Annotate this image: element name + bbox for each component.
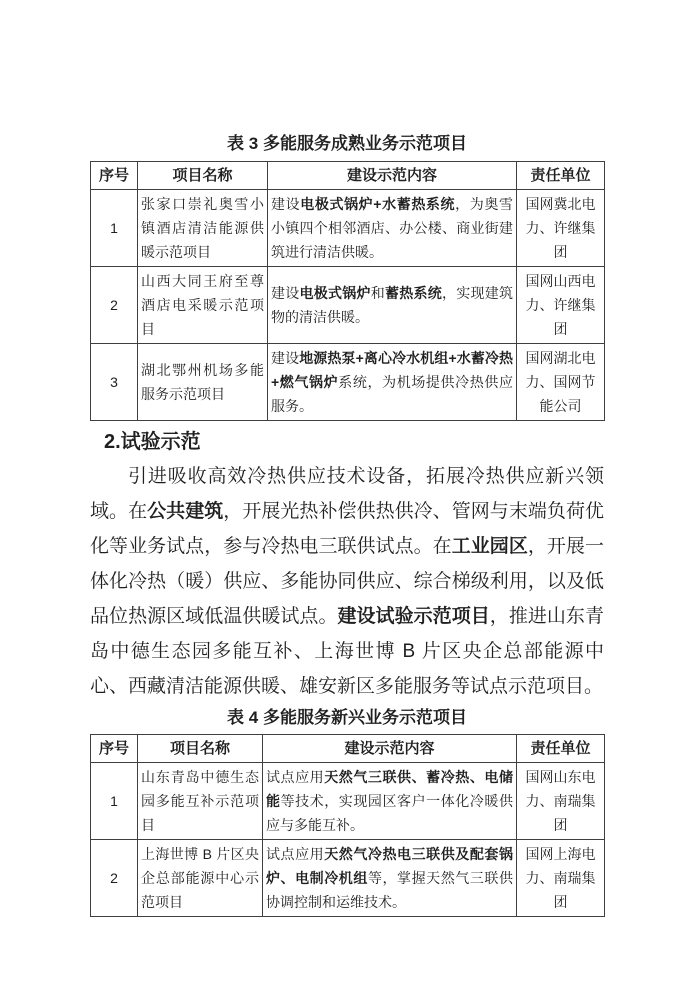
table3-header-unit: 责任单位 [517,162,605,190]
table-row [91,840,605,917]
project-name-cell: 湖北鄂州机场多能服务示范项目 [138,344,268,421]
section-heading: 2.试验示范 [104,431,201,453]
table4-title: 表 4 多能服务新兴业务示范项目 [227,708,467,727]
serial-cell: 3 [91,344,138,421]
table4-header-project-name: 项目名称 [138,735,263,763]
table4-header-serial: 序号 [91,735,138,763]
table4-header-content: 建设示范内容 [263,735,517,763]
table4-header-row [91,735,605,763]
unit-cell: 国网冀北电力、许继集团 [517,190,605,267]
serial-cell: 1 [91,190,138,267]
table-row [91,763,605,840]
table-row [91,344,605,421]
project-name-cell: 山东青岛中德生态园多能互补示范项目 [138,763,263,840]
table3-title: 表 3 多能服务成熟业务示范项目 [227,134,467,153]
project-name-cell: 山西大同王府至尊酒店电采暖示范项目 [138,267,268,344]
project-name-cell: 上海世博 B 片区央企总部能源中心示范项目 [138,840,263,917]
content-cell: 建设电极式锅炉和蓄热系统，实现建筑物的清洁供暖。 [268,267,517,344]
table3-header-row [91,162,605,190]
project-name-cell: 张家口崇礼奥雪小镇酒店清洁能源供暖示范项目 [138,190,268,267]
unit-cell: 国网山西电力、许继集团 [517,267,605,344]
table3-header-content: 建设示范内容 [268,162,517,190]
content-cell: 试点应用天然气冷热电三联供及配套锅炉、电制冷机组等，掌握天然气三联供协调控制和运维技术。 [263,840,517,917]
document-page [90,0,604,917]
table3 [90,161,605,421]
content-cell: 试点应用天然气三联供、蓄冷热、电储能等技术，实现园区客户一体化冷暖供应与多能互补。 [263,763,517,840]
unit-cell: 国网上海电力、南瑞集团 [517,840,605,917]
table3-header-serial: 序号 [91,162,138,190]
content-cell: 建设电极式锅炉+水蓄热系统，为奥雪小镇四个相邻酒店、办公楼、商业街建筑进行清洁供暖。 [268,190,517,267]
serial-cell: 2 [91,267,138,344]
body-paragraph: 引进吸收高效冷热供应技术设备，拓展冷热供应新兴领域。在公共建筑，开展光热补偿供热供冷、管网与末端负荷优化等业务试点，参与冷热电三联供试点。在工业园区，开展一体化冷热（暖）供应、多能协同供应、综合梯级利用，以及低品位热源区域低温供暖试点。建设试验示范项目，推进山东青岛中德生态园多能互补、上海世博 B 片区央企总部能源中心、西藏清洁能源供暖、雄安新区多能服务等试点示范项目。 [90,466,604,697]
unit-cell: 国网山东电力、南瑞集团 [517,763,605,840]
serial-cell: 2 [91,840,138,917]
serial-cell: 1 [91,763,138,840]
table3-header-project-name: 项目名称 [138,162,268,190]
table4-header-unit: 责任单位 [517,735,605,763]
table-row [91,267,605,344]
content-cell: 建设地源热泵+离心冷水机组+水蓄冷热+燃气锅炉系统，为机场提供冷热供应服务。 [268,344,517,421]
table4 [90,734,605,917]
unit-cell: 国网湖北电力、国网节能公司 [517,344,605,421]
table-row [91,190,605,267]
